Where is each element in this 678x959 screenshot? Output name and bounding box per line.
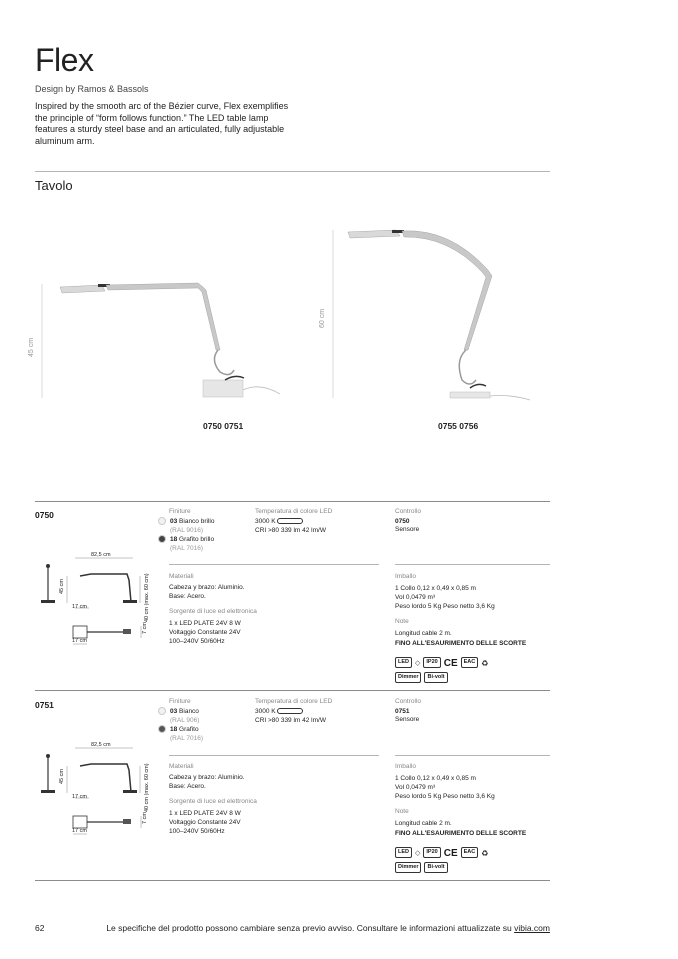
lamp2-codes: 0755 0756 — [438, 421, 479, 431]
control-desc: Sensore — [395, 716, 420, 723]
temp-label: Temperatura di colore LED — [255, 508, 333, 515]
product-code: 0751 — [35, 700, 54, 710]
dim-width: 82,5 cm — [91, 552, 111, 558]
disclaimer: Le specifiche del prodotto possono cambiare senza previo avviso. Consultare le informazioni attualizzate su vibia.com — [106, 923, 550, 933]
led-badge: LED — [395, 847, 412, 858]
materials-line-1: Cabeza y brazo: Aluminio. — [169, 774, 245, 781]
dim-width: 82,5 cm — [91, 742, 111, 748]
light-line-1: 1 x LED PLATE 24V 8 W — [169, 620, 241, 627]
light-line-1: 1 x LED PLATE 24V 8 W — [169, 810, 241, 817]
control-desc: Sensore — [395, 526, 420, 533]
notes-line-1: Longitud cable 2 m. — [395, 820, 452, 827]
temp-label: Temperatura di colore LED — [255, 698, 333, 705]
lamp-illustrations — [30, 220, 550, 410]
temp-value: 3000 K — [255, 707, 303, 716]
dimmer-slider-icon — [277, 708, 303, 714]
ce-mark-icon: CE — [443, 847, 458, 859]
cri-value: CRI >80 339 lm 42 lm/W — [255, 527, 326, 534]
light-line-2: Voltaggio Constante 24V — [169, 819, 241, 826]
designer-credit: Design by Ramos & Bassols — [35, 84, 149, 94]
diamond-icon: ◇ — [415, 850, 421, 857]
control-label: Controllo — [395, 698, 422, 705]
materials-line-2: Base: Acero. — [169, 593, 206, 600]
lamp1-curve — [214, 350, 234, 375]
eac-badge: EAC — [461, 847, 479, 858]
dim-side: 7 cm — [142, 812, 148, 824]
dim-base: 17 cm — [72, 794, 87, 800]
recycle-icon: ♻ — [481, 658, 489, 668]
cert-badges — [395, 847, 488, 859]
ip20-badge: IP20 — [423, 847, 440, 858]
dim-height: 45 cm — [59, 579, 65, 594]
ce-mark-icon: CE — [443, 657, 458, 669]
pack-line-1: 1 Collo 0,12 x 0,49 x 0,85 m — [395, 585, 476, 592]
dim-side: 7 cm — [142, 622, 148, 634]
light-line-3: 100–240V 50/60Hz — [169, 828, 225, 835]
notes-label: Note — [395, 618, 409, 625]
dim-base: 17 cm — [72, 604, 87, 610]
materials-line-1: Cabeza y brazo: Aluminio. — [169, 584, 245, 591]
notes-line-2: FINO ALL'ESAURIMENTO DELLE SCORTE — [395, 830, 527, 837]
dimmer-slider-icon — [277, 518, 303, 524]
dimmer-badge: Dimmer — [395, 862, 421, 873]
section-title: Tavolo — [35, 178, 73, 193]
lamp1-cable — [243, 387, 280, 394]
feature-badges — [395, 862, 451, 873]
light-line-3: 100–240V 50/60Hz — [169, 638, 225, 645]
lamp2-base — [450, 392, 490, 398]
eac-badge: EAC — [461, 657, 479, 668]
temp-value: 3000 K — [255, 517, 303, 526]
pack-label: Imballo — [395, 763, 416, 770]
lamp2-curve — [459, 350, 476, 384]
notes-line-2: FINO ALL'ESAURIMENTO DELLE SCORTE — [395, 640, 527, 647]
cert-badges — [395, 657, 488, 669]
diamond-icon: ◇ — [415, 660, 421, 667]
swatch-white — [158, 707, 166, 715]
recycle-icon: ♻ — [481, 848, 489, 858]
pack-line-1: 1 Collo 0,12 x 0,49 x 0,85 m — [395, 775, 476, 782]
lamp2-arm — [402, 231, 492, 350]
notes-label: Note — [395, 808, 409, 815]
lamp1-height-label: 45 cm — [28, 337, 35, 357]
notes-line-1: Longitud cable 2 m. — [395, 630, 452, 637]
light-label: Sorgente di luce ed elettronica — [169, 608, 257, 615]
dim-height: 45 cm — [59, 769, 65, 784]
product-dimension-drawing — [35, 738, 155, 848]
lamp1-base — [203, 380, 243, 397]
materials-label: Materiali — [169, 573, 194, 580]
swatch-white — [158, 517, 166, 525]
dim-max: 40 cm (max. 60 cm) — [144, 763, 150, 812]
lamp2-cable — [490, 396, 530, 401]
page-title: Flex — [35, 42, 94, 78]
pack-label: Imballo — [395, 573, 416, 580]
intro-text: Inspired by the smooth arc of the Bézier curve, Flex exemplifies the principle of “form follows function.” The LED table lamp features a sturdy steel base and an articulated, fully adjustable aluminum arm. — [35, 101, 289, 146]
dim-max: 40 cm (max. 60 cm) — [144, 573, 150, 622]
product-code: 0750 — [35, 510, 54, 520]
product-0750-top-rule — [35, 501, 550, 502]
page-number: 62 — [35, 923, 45, 933]
control-label: Controllo — [395, 508, 422, 515]
dimmer-badge: Dimmer — [395, 672, 421, 683]
pack-line-2: Vol 0,0479 m³ — [395, 784, 436, 791]
pack-line-3: Peso lordo 5 Kg Peso netto 3,6 Kg — [395, 603, 495, 610]
pack-line-3: Peso lordo 5 Kg Peso netto 3,6 Kg — [395, 793, 495, 800]
materials-line-2: Base: Acero. — [169, 783, 206, 790]
feature-badges — [395, 672, 451, 683]
finish-03: 03 Bianco (RAL 906) 18 Grafito (RAL 7016) — [158, 707, 203, 743]
product-list-bottom-rule — [35, 880, 550, 881]
ip20-badge: IP20 — [423, 657, 440, 668]
led-badge: LED — [395, 657, 412, 668]
product-0751-top-rule — [35, 690, 550, 691]
dim-base-top: 17 cm — [72, 828, 87, 834]
swatch-graphite — [158, 535, 166, 543]
bivolt-badge: Bi-volt — [424, 672, 447, 683]
finishes-label: Finiture — [169, 508, 191, 515]
dim-base-top: 17 cm — [72, 638, 87, 644]
finish-03: 03 Bianco brillo (RAL 9016) 18 Grafito brillo (RAL 7016) — [158, 517, 214, 553]
lamp2-height-label: 60 cm — [319, 308, 326, 328]
product-dimension-drawing — [35, 548, 155, 658]
lamp1-arm — [106, 283, 220, 350]
control-code: 0750 — [395, 518, 410, 525]
vibia-link[interactable]: vibia.com — [514, 923, 550, 933]
materials-label: Materiali — [169, 763, 194, 770]
lamp1-codes: 0750 0751 — [203, 421, 244, 431]
cri-value: CRI >80 339 lm 42 lm/W — [255, 717, 326, 724]
finishes-label: Finiture — [169, 698, 191, 705]
swatch-graphite — [158, 725, 166, 733]
light-label: Sorgente di luce ed elettronica — [169, 798, 257, 805]
pack-line-2: Vol 0,0479 m³ — [395, 594, 436, 601]
section-divider — [35, 171, 550, 172]
control-code: 0751 — [395, 708, 410, 715]
light-line-2: Voltaggio Constante 24V — [169, 629, 241, 636]
bivolt-badge: Bi-volt — [424, 862, 447, 873]
